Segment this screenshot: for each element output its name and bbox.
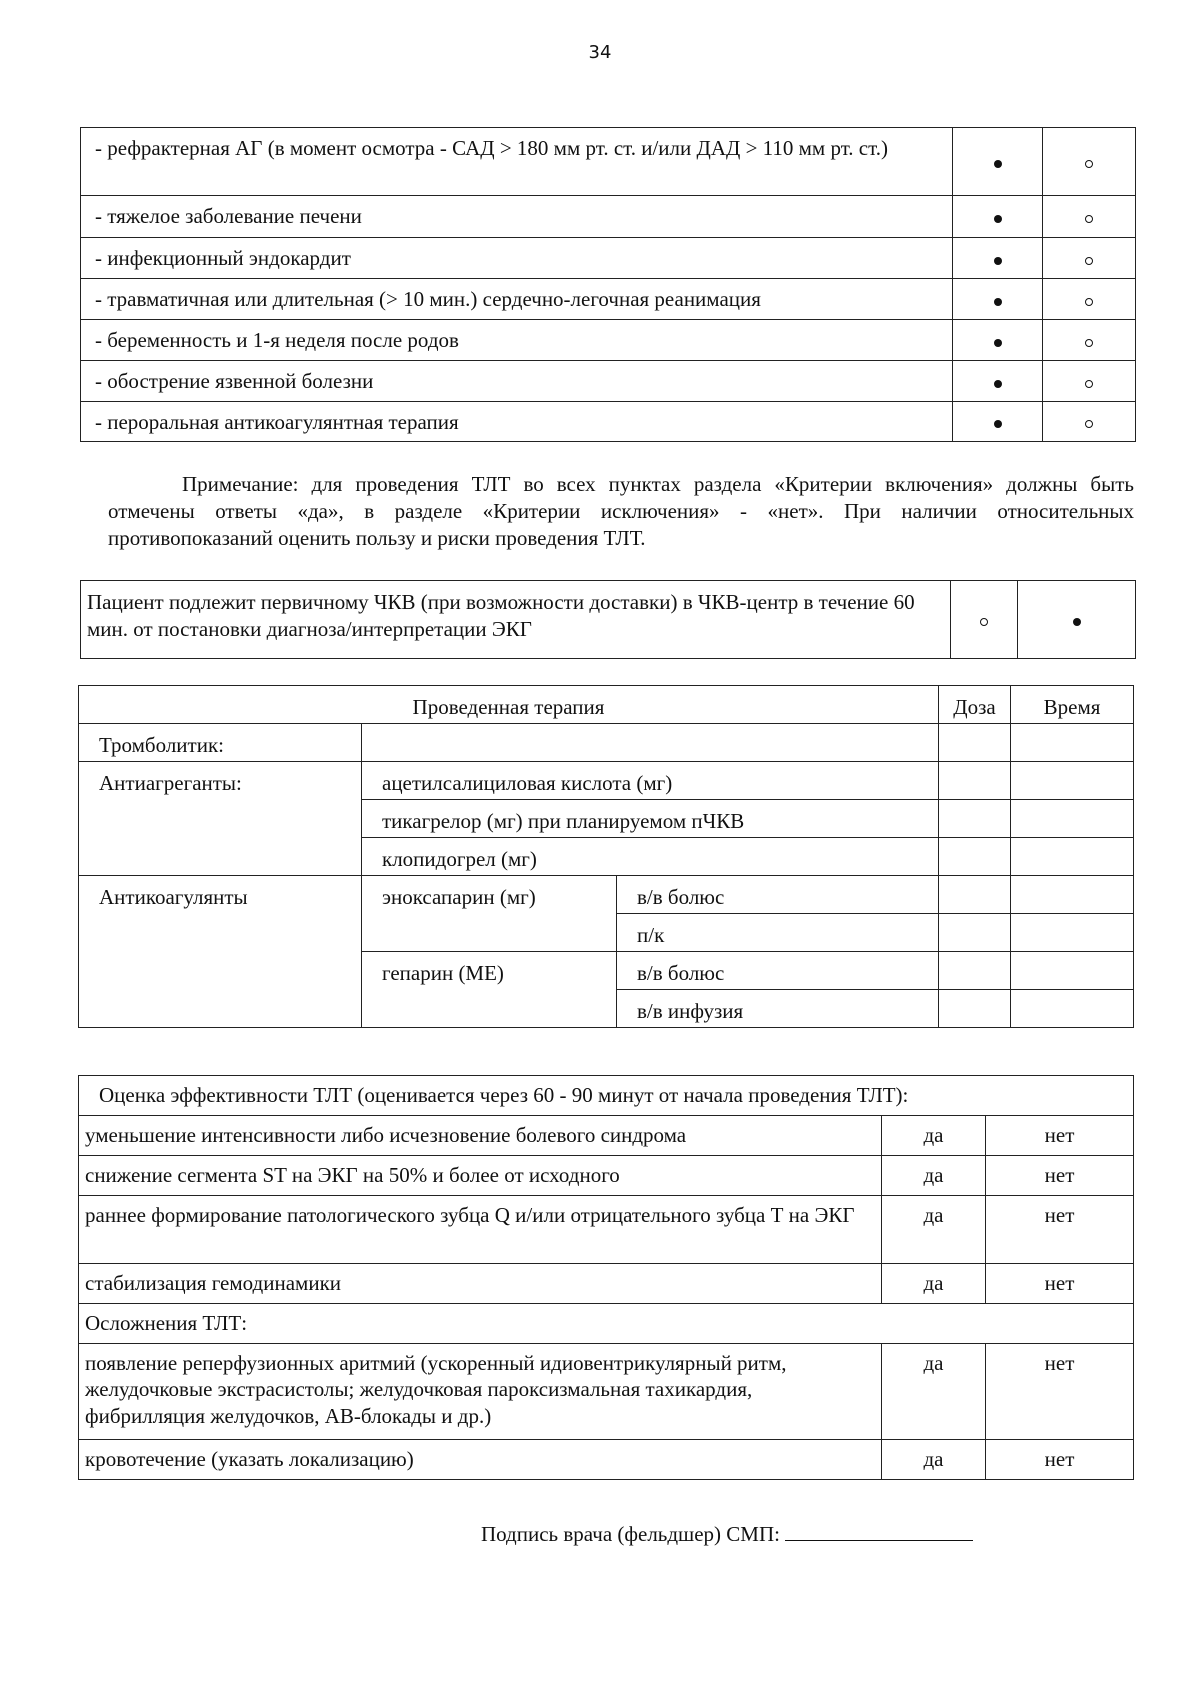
note-paragraph: Примечание: для проведения ТЛТ во всех пунктах раздела «Критерии включения» должны быть отмечены ответы «да», в разделе «Критерии исключения» - «нет». При наличии относительных противопоказаний оценить пользу и риски проведения ТЛТ. bbox=[108, 472, 1134, 550]
yes-option[interactable]: да bbox=[882, 1156, 986, 1196]
effectiveness-table bbox=[78, 1075, 1134, 1480]
time-header: Время bbox=[1011, 686, 1134, 724]
criterion-text: - рефрактерная АГ (в момент осмотра - САД > 180 мм рт. ст. и/или ДАД > 110 мм рт. ст.) bbox=[81, 128, 953, 196]
empty-dot-icon bbox=[1085, 380, 1093, 388]
drug-name: эноксапарин (мг) bbox=[362, 876, 617, 952]
signature-line[interactable] bbox=[785, 1520, 973, 1541]
filled-dot-icon bbox=[994, 160, 1002, 168]
table-row bbox=[79, 1196, 1134, 1264]
pci-text: Пациент подлежит первичному ЧКВ (при возможности доставки) в ЧКВ-центр в течение 60 мин. от постановки диагноза/интерпретации ЭКГ bbox=[81, 581, 951, 659]
yes-radio[interactable] bbox=[953, 361, 1043, 402]
dose-cell[interactable] bbox=[939, 800, 1011, 838]
yes-radio[interactable] bbox=[951, 581, 1018, 659]
empty-dot-icon bbox=[1085, 160, 1093, 168]
criterion-text: - травматичная или длительная (> 10 мин.) сердечно-легочная реанимация bbox=[81, 279, 953, 320]
filled-dot-icon bbox=[994, 380, 1002, 388]
dose-cell[interactable] bbox=[939, 914, 1011, 952]
table-row bbox=[81, 196, 1136, 238]
table-row bbox=[79, 876, 1134, 914]
criterion-text: уменьшение интенсивности либо исчезновение болевого синдрома bbox=[79, 1116, 882, 1156]
no-option[interactable]: нет bbox=[986, 1196, 1134, 1264]
table-row bbox=[81, 402, 1136, 442]
dose-cell[interactable] bbox=[939, 838, 1011, 876]
complication-text: появление реперфузионных аритмий (ускоренный идиовентрикулярный ритм, желудочковые экстрасистолы; желудочковая пароксизмальная тахикардия, фибрилляция желудочков, АВ-блокады и др.) bbox=[79, 1344, 882, 1440]
filled-dot-icon bbox=[994, 420, 1002, 428]
signature-label: Подпись врача (фельдшер) СМП: bbox=[481, 1522, 780, 1546]
no-option[interactable]: нет bbox=[986, 1264, 1134, 1304]
exclusion-criteria-table bbox=[80, 127, 1136, 442]
no-radio[interactable] bbox=[1043, 320, 1136, 361]
yes-radio[interactable] bbox=[953, 320, 1043, 361]
table-row bbox=[79, 1156, 1134, 1196]
yes-option[interactable]: да bbox=[882, 1116, 986, 1156]
no-option[interactable]: нет bbox=[986, 1156, 1134, 1196]
criterion-text: - обострение язвенной болезни bbox=[81, 361, 953, 402]
drug-name: ацетилсалициловая кислота (мг) bbox=[362, 762, 939, 800]
filled-dot-icon bbox=[994, 298, 1002, 306]
filled-dot-icon bbox=[994, 257, 1002, 265]
complications-header: Осложнения ТЛТ: bbox=[79, 1304, 1134, 1344]
route-label: в/в болюс bbox=[617, 952, 939, 990]
no-radio[interactable] bbox=[1043, 196, 1136, 238]
thrombolytic-label: Тромболитик: bbox=[79, 724, 362, 762]
table-row bbox=[79, 724, 1134, 762]
table-header-row bbox=[79, 1076, 1134, 1116]
table-row bbox=[79, 1304, 1134, 1344]
time-cell[interactable] bbox=[1011, 724, 1134, 762]
filled-dot-icon bbox=[1073, 618, 1081, 626]
yes-radio[interactable] bbox=[953, 196, 1043, 238]
table-row bbox=[81, 361, 1136, 402]
criterion-text: раннее формирование патологического зубца Q и/или отрицательного зубца Т на ЭКГ bbox=[79, 1196, 882, 1264]
effectiveness-header: Оценка эффективности ТЛТ (оценивается через 60 - 90 минут от начала проведения ТЛТ): bbox=[79, 1076, 1134, 1116]
dose-cell[interactable] bbox=[939, 876, 1011, 914]
empty-dot-icon bbox=[1085, 420, 1093, 428]
table-header-row bbox=[79, 686, 1134, 724]
criterion-text: - инфекционный эндокардит bbox=[81, 238, 953, 279]
table-row bbox=[81, 581, 1136, 659]
criterion-text: стабилизация гемодинамики bbox=[79, 1264, 882, 1304]
no-radio[interactable] bbox=[1043, 128, 1136, 196]
table-row bbox=[79, 1440, 1134, 1480]
no-radio[interactable] bbox=[1043, 279, 1136, 320]
dose-cell[interactable] bbox=[939, 952, 1011, 990]
yes-radio[interactable] bbox=[953, 238, 1043, 279]
therapy-header: Проведенная терапия bbox=[79, 686, 939, 724]
no-option[interactable]: нет bbox=[986, 1440, 1134, 1480]
time-cell[interactable] bbox=[1011, 838, 1134, 876]
route-label: в/в инфузия bbox=[617, 990, 939, 1028]
drug-name: клопидогрел (мг) bbox=[362, 838, 939, 876]
empty-dot-icon bbox=[1085, 298, 1093, 306]
table-row bbox=[79, 1116, 1134, 1156]
anticoagulant-label: Антикоагулянты bbox=[79, 876, 362, 1028]
no-radio[interactable] bbox=[1043, 402, 1136, 442]
table-row bbox=[79, 1344, 1134, 1440]
empty-dot-icon bbox=[980, 618, 988, 626]
dose-cell[interactable] bbox=[939, 762, 1011, 800]
table-row bbox=[81, 279, 1136, 320]
table-row bbox=[81, 238, 1136, 279]
dose-cell[interactable] bbox=[939, 724, 1011, 762]
no-radio[interactable] bbox=[1043, 238, 1136, 279]
dose-header: Доза bbox=[939, 686, 1011, 724]
criterion-text: - беременность и 1-я неделя после родов bbox=[81, 320, 953, 361]
complication-text: кровотечение (указать локализацию) bbox=[79, 1440, 882, 1480]
table-row bbox=[79, 762, 1134, 800]
time-cell[interactable] bbox=[1011, 952, 1134, 990]
dose-cell[interactable] bbox=[939, 990, 1011, 1028]
empty-dot-icon bbox=[1085, 339, 1093, 347]
yes-radio[interactable] bbox=[953, 128, 1043, 196]
time-cell[interactable] bbox=[1011, 800, 1134, 838]
route-label: в/в болюс bbox=[617, 876, 939, 914]
time-cell[interactable] bbox=[1011, 914, 1134, 952]
table-row bbox=[81, 128, 1136, 196]
drug-name: гепарин (МЕ) bbox=[362, 952, 617, 1028]
table-row bbox=[81, 320, 1136, 361]
yes-radio[interactable] bbox=[953, 402, 1043, 442]
yes-option[interactable]: да bbox=[882, 1440, 986, 1480]
no-option[interactable]: нет bbox=[986, 1116, 1134, 1156]
page-number: 34 bbox=[588, 42, 612, 63]
filled-dot-icon bbox=[994, 215, 1002, 223]
primary-pci-table bbox=[80, 580, 1136, 659]
time-cell[interactable] bbox=[1011, 762, 1134, 800]
time-cell[interactable] bbox=[1011, 990, 1134, 1028]
criterion-text: - пероральная антикоагулянтная терапия bbox=[81, 402, 953, 442]
yes-option[interactable]: да bbox=[882, 1196, 986, 1264]
antiplatelet-label: Антиагреганты: bbox=[79, 762, 362, 876]
empty-dot-icon bbox=[1085, 215, 1093, 223]
filled-dot-icon bbox=[994, 339, 1002, 347]
drug-name: тикагрелор (мг) при планируемом пЧКВ bbox=[362, 800, 939, 838]
criterion-text: - тяжелое заболевание печени bbox=[81, 196, 953, 238]
route-label: п/к bbox=[617, 914, 939, 952]
time-cell[interactable] bbox=[1011, 876, 1134, 914]
thrombolytic-field[interactable] bbox=[362, 724, 939, 762]
therapy-table bbox=[78, 685, 1134, 1028]
no-option[interactable]: нет bbox=[986, 1344, 1134, 1440]
yes-option[interactable]: да bbox=[882, 1344, 986, 1440]
empty-dot-icon bbox=[1085, 257, 1093, 265]
yes-radio[interactable] bbox=[953, 279, 1043, 320]
table-row bbox=[79, 1264, 1134, 1304]
signature-block bbox=[481, 1520, 1061, 1547]
no-radio[interactable] bbox=[1018, 581, 1136, 659]
no-radio[interactable] bbox=[1043, 361, 1136, 402]
criterion-text: снижение сегмента ST на ЭКГ на 50% и более от исходного bbox=[79, 1156, 882, 1196]
yes-option[interactable]: да bbox=[882, 1264, 986, 1304]
